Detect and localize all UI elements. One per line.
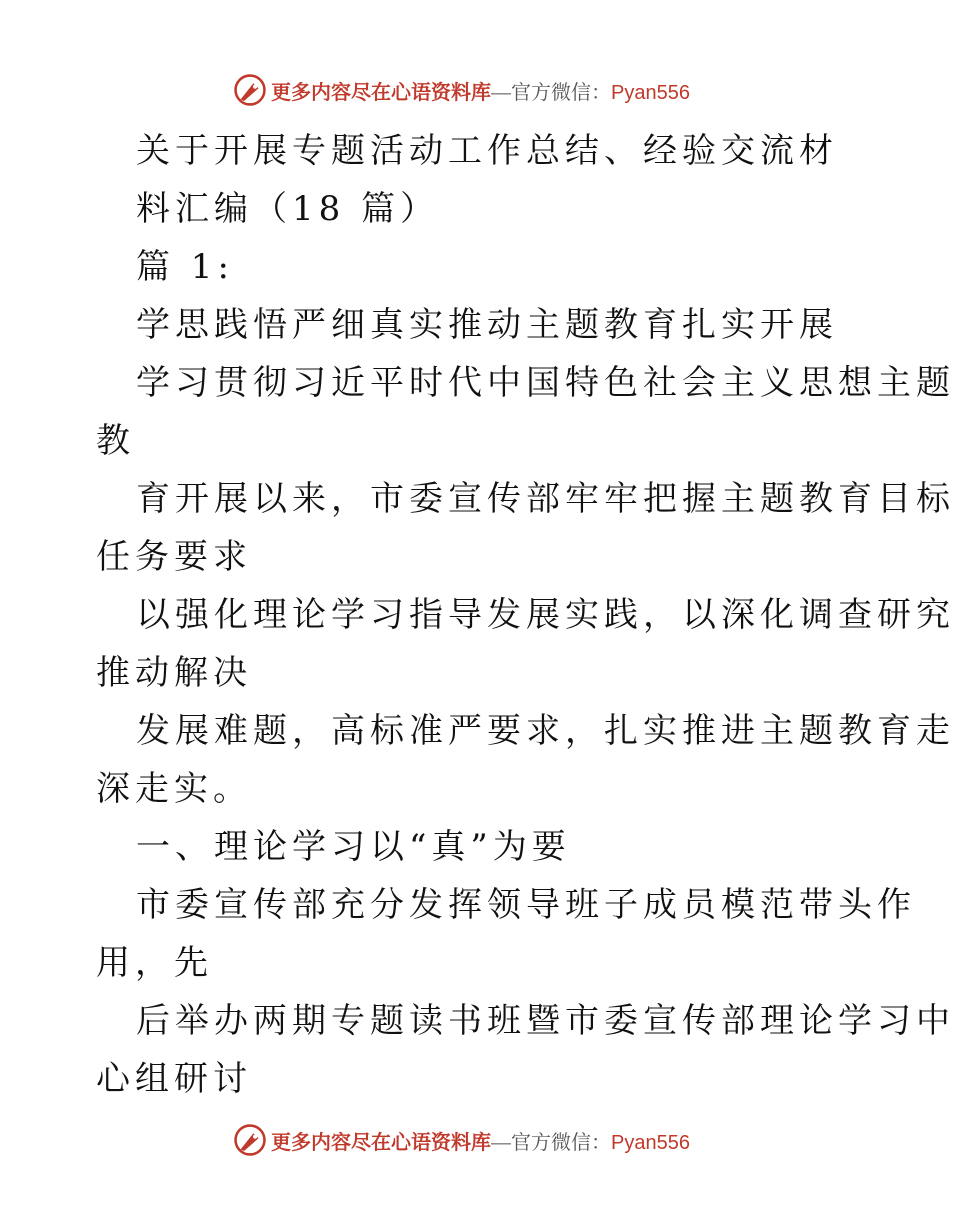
doc-paragraph-line: 心组研讨 (96, 1059, 252, 1099)
doc-paragraph-line: 任务要求 (96, 537, 252, 577)
watermark-wechat-id: Pyan556 (611, 81, 690, 104)
doc-paragraph-line: 教 (96, 421, 135, 461)
header-watermark (233, 72, 690, 108)
watermark-text (271, 76, 690, 105)
doc-section-heading: 一、理论学习以“真”为要 (136, 827, 571, 867)
doc-title-line-2: 料汇编（18 篇） (136, 189, 440, 229)
doc-paragraph-line: 用，先 (96, 943, 213, 983)
watermark-brand: 更多内容尽在心语资料库 (271, 81, 491, 104)
pen-nib-icon (233, 1123, 267, 1157)
watermark-text (271, 1126, 690, 1155)
doc-paragraph-line: 深走实。 (96, 769, 252, 809)
doc-paragraph-line: 以强化理论学习指导发展实践，以深化调查研究 (136, 595, 955, 635)
watermark-wechat-label: 官方微信： (511, 1131, 611, 1154)
watermark-wechat-label: 官方微信： (511, 81, 611, 104)
watermark-wechat-id: Pyan556 (611, 1131, 690, 1154)
doc-section-label: 篇 1: (136, 247, 234, 287)
doc-paragraph-line: 推动解决 (96, 653, 252, 693)
doc-article-title: 学思践悟严细真实推动主题教育扎实开展 (136, 305, 838, 345)
watermark-brand: 更多内容尽在心语资料库 (271, 1131, 491, 1154)
pen-nib-icon (233, 73, 267, 107)
doc-title-line-1: 关于开展专题活动工作总结、经验交流材 (136, 131, 838, 171)
doc-paragraph-line: 育开展以来，市委宣传部牢牢把握主题教育目标 (136, 479, 955, 519)
document-body (96, 122, 955, 1108)
doc-paragraph-line: 发展难题，高标准严要求，扎实推进主题教育走 (136, 711, 955, 751)
doc-paragraph-line: 后举办两期专题读书班暨市委宣传部理论学习中 (136, 1001, 955, 1041)
watermark-dash: — (491, 1131, 511, 1154)
watermark-dash: — (491, 81, 511, 104)
doc-paragraph-line: 市委宣传部充分发挥领导班子成员模范带头作 (136, 885, 916, 925)
doc-paragraph-line: 学习贯彻习近平时代中国特色社会主义思想主题 (136, 363, 955, 403)
footer-watermark (233, 1122, 690, 1158)
